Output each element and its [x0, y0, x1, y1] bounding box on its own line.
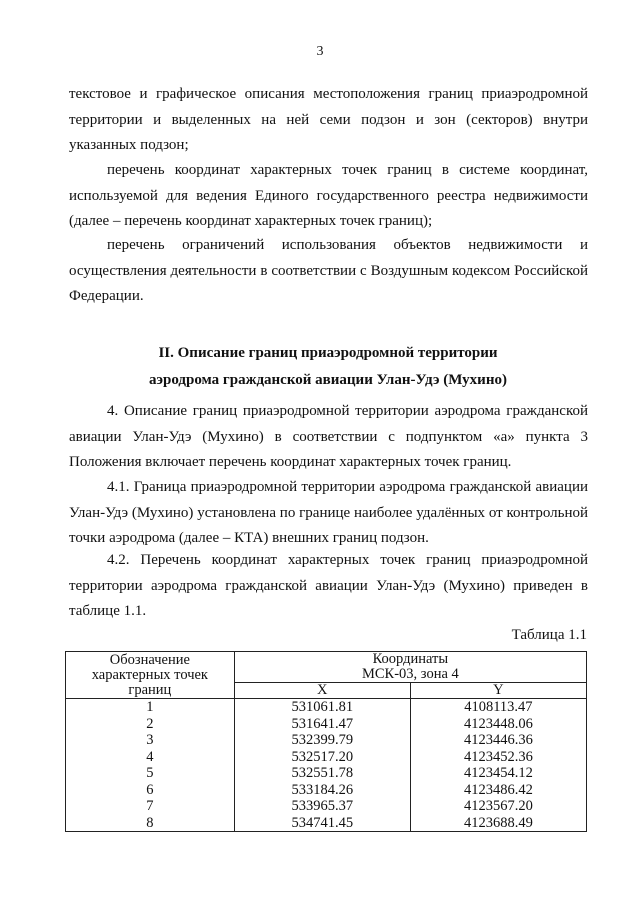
y-coordinate-cell: 4123454.12	[410, 765, 586, 782]
paragraph-body-4-2: 4.2. Перечень координат характерных точек границ приаэродромной территории аэродрома гражданской авиации Улан-Удэ (Мухино) приведен в таблице 1.1.	[69, 552, 588, 619]
table-row	[66, 798, 587, 815]
table-row	[66, 716, 587, 733]
page-number: 3	[316, 44, 324, 59]
paragraph-body-4-1: 4.1. Граница приаэродромной территории аэродрома гражданской авиации Улан-Удэ (Мухино) установлена по границе наиболее удалённых от контрольной точки аэродрома (далее – КТА) внешних границ подзон.	[69, 479, 588, 546]
y-coordinate-cell: 4123452.36	[410, 749, 586, 766]
x-coordinate-cell: 533965.37	[234, 798, 410, 815]
point-number-cell: 3	[66, 732, 235, 749]
point-number-cell: 7	[66, 798, 235, 815]
header-x: X	[234, 683, 410, 699]
point-number-cell: 8	[66, 815, 235, 832]
x-coordinate-cell: 532399.79	[234, 732, 410, 749]
point-number-cell: 2	[66, 716, 235, 733]
y-coordinate-cell: 4123446.36	[410, 732, 586, 749]
header-coordinates-title: Координаты	[372, 651, 449, 667]
paragraph-intro-2: перечень координат характерных точек границ в системе координат, используемой для ведения Единого государственного реестра недвижимости (далее – перечень координат характерных точек границ);	[69, 162, 588, 229]
x-coordinate-cell: 532551.78	[234, 765, 410, 782]
point-number-cell: 4	[66, 749, 235, 766]
paragraph-intro-1: текстовое и графическое описания местоположения границ приаэродромной территории и выделенных на ней семи подзон и зон (секторов) внутри указанных подзон;	[69, 86, 588, 153]
x-coordinate-cell: 533184.26	[234, 782, 410, 799]
point-number-cell: 5	[66, 765, 235, 782]
header-point-designation: Обозначение характерных точек границ	[66, 652, 235, 699]
table-row	[66, 749, 587, 766]
header-coordinates	[234, 652, 586, 683]
coordinates-table	[65, 651, 587, 832]
point-number-cell: 6	[66, 782, 235, 799]
coordinates-table-body	[66, 699, 587, 832]
x-coordinate-cell: 532517.20	[234, 749, 410, 766]
paragraph-intro-3: перечень ограничений использования объектов недвижимости и осуществления деятельности в соответствии с Воздушным кодексом Российской Федерации.	[69, 237, 588, 304]
y-coordinate-cell: 4123688.49	[410, 815, 586, 832]
point-number-cell: 1	[66, 699, 235, 716]
paragraph-body-4: 4. Описание границ приаэродромной территории аэродрома гражданской авиации Улан-Удэ (Мухино) в соответствии с подпунктом «а» пункта 3 Положения включает перечень координат характерных точек границ.	[69, 403, 588, 470]
header-coordinate-system: МСК-03, зона 4	[361, 666, 459, 682]
header-y: Y	[410, 683, 586, 699]
x-coordinate-cell: 534741.45	[234, 815, 410, 832]
y-coordinate-cell: 4108113.47	[410, 699, 586, 716]
y-coordinate-cell: 4123567.20	[410, 798, 586, 815]
x-coordinate-cell: 531061.81	[234, 699, 410, 716]
table-row	[66, 765, 587, 782]
table-caption: Таблица 1.1	[511, 627, 587, 643]
table-row	[66, 699, 587, 716]
table-row	[66, 815, 587, 832]
y-coordinate-cell: 4123448.06	[410, 716, 586, 733]
x-coordinate-cell: 531641.47	[234, 716, 410, 733]
table-row	[66, 782, 587, 799]
y-coordinate-cell: 4123486.42	[410, 782, 586, 799]
table-row	[66, 732, 587, 749]
section-heading-line-2: аэродрома гражданской авиации Улан-Удэ (Мухино)	[149, 372, 507, 388]
section-heading-line-1: II. Описание границ приаэродромной территории	[158, 345, 498, 361]
